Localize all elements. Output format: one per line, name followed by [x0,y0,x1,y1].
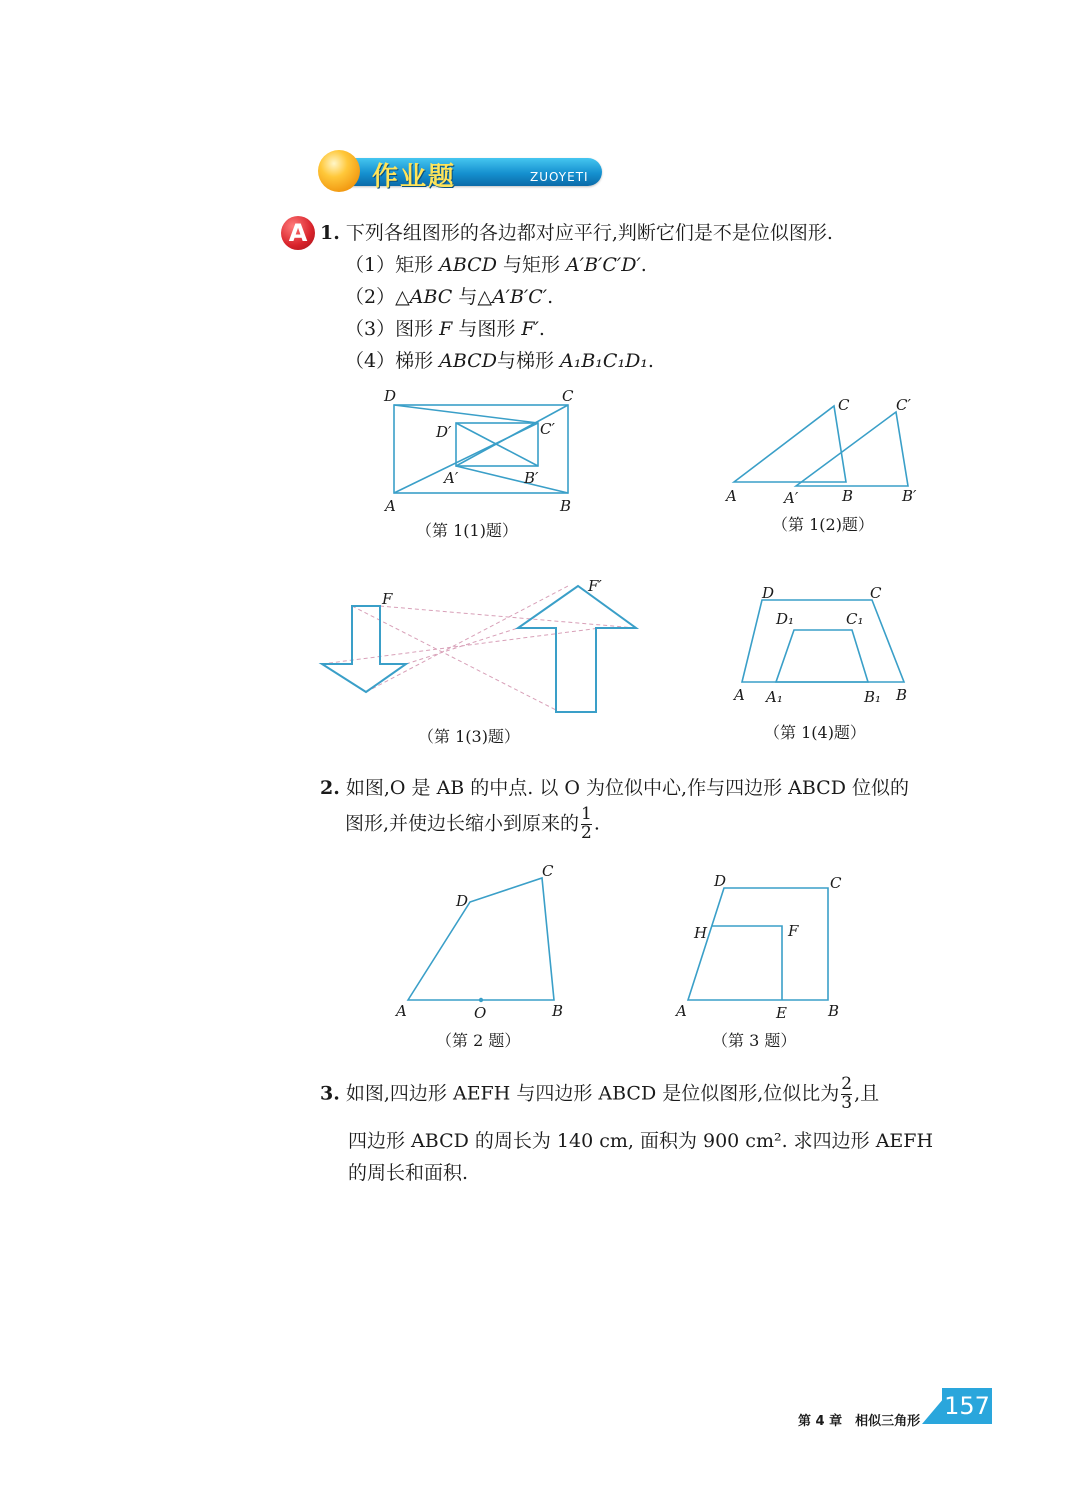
problem-1-text: 下列各组图形的各边都对应平行,判断它们是不是位似图形. [345,222,833,244]
fraction-denominator: 3 [841,1092,853,1113]
label-C: C [830,874,842,892]
banner-title: 作业题 [372,162,457,192]
label-C: C [870,584,882,602]
label-F: F [788,922,799,940]
problem-1-number: 1. [320,222,340,244]
fraction-numerator: 1 [581,804,592,824]
problem-3-number: 3. [320,1082,340,1105]
figure-3 [670,870,855,1025]
fraction-two-thirds [841,1076,852,1113]
figure-1-1 [380,385,580,515]
problem-1-item-4 [345,346,654,373]
problem-1-item-2 [345,282,553,309]
item-label: （4） [345,350,396,372]
fraction-one-half [581,806,592,843]
item-text: 与△ [452,286,492,308]
label-D-prime: D′ [436,423,452,441]
label-B1: B₁ [864,688,882,706]
label-H: H [694,924,708,942]
item-math: ABCD [439,350,497,372]
label-C1: C₁ [846,610,864,628]
item-text: 与梯形 [496,350,560,372]
figure-1-3 [318,578,648,720]
label-O: O [474,1004,487,1022]
label-C: C [542,862,554,880]
label-A: A [396,1002,407,1020]
problem-3-text-1b: ,且 [854,1082,880,1105]
item-label: （2） [345,286,396,308]
label-A-prime: A′ [784,489,799,507]
label-B: B [896,686,908,704]
page-tab-triangle-icon [922,1398,944,1424]
label-A: A [726,487,737,505]
fraction-denominator: 2 [581,822,592,843]
item-text: 与图形 [452,318,522,340]
point-o [479,998,483,1002]
problem-2-text-2: 图形,并使边长缩小到原来的 [345,812,580,835]
figure-1-4 [730,580,915,710]
label-B: B [842,487,854,505]
problem-1-item-1 [345,250,647,277]
fraction-numerator: 2 [841,1074,853,1094]
problem-3-text-1: 如图,四边形 AEFH 与四边形 ABCD 是位似图形,位似比为 [345,1082,840,1105]
label-E: E [776,1004,787,1022]
label-A1: A₁ [766,688,783,706]
orange-ball-icon [318,150,360,192]
item-text: 图形 [395,318,440,340]
item-math: A₁B₁C₁D₁ [560,350,648,372]
item-text: . [538,318,545,340]
item-text: 梯形 [395,350,440,372]
item-text: 与矩形 [496,254,567,276]
label-D: D [456,892,469,910]
label-B: B [828,1002,840,1020]
item-text: 矩形 [395,254,440,276]
problem-2-text-1: 如图,O 是 AB 的中点. 以 O 为位似中心,作与四边形 ABCD 位似的 [345,777,909,799]
item-math: F′ [521,318,539,340]
label-D: D [714,872,727,890]
problem-3-line-1 [320,1076,879,1113]
label-A: A [734,686,745,704]
caption-1-4: （第 1(4)题） [764,723,866,742]
label-C: C [838,396,850,414]
label-B: B [560,497,572,515]
problem-2-line-2 [345,806,600,843]
caption-1-1: （第 1(1)题） [416,521,518,540]
problem-3-line-2: 四边形 ABCD 的周长为 140 cm, 面积为 900 cm². 求四边形 AEFH [348,1130,934,1152]
item-text: △ [395,286,410,308]
chapter-footer: 第 4 章 相似三角形 [798,1414,921,1429]
item-text: . [547,286,554,308]
problem-1-item-3 [345,314,545,341]
label-F: F [382,590,393,608]
label-A: A [676,1002,687,1020]
caption-1-3: （第 1(3)题） [418,727,520,746]
label-A: A [385,497,396,515]
label-C-prime: C′ [540,420,555,438]
item-label: （1） [345,254,396,276]
item-math: F [439,318,453,340]
caption-1-2: （第 1(2)题） [772,515,874,534]
item-text: . [640,254,647,276]
label-D: D [762,584,775,602]
page-number: 157 [942,1388,992,1424]
label-C-prime: C′ [896,396,911,414]
banner-subtitle: ZUOYETI [530,170,589,184]
label-C: C [562,387,574,405]
item-math: ABC [409,286,453,308]
item-label: （3） [345,318,396,340]
problem-1-stem [320,218,833,245]
problem-2-number: 2. [320,777,340,799]
label-B: B [552,1002,564,1020]
figure-2 [388,860,578,1025]
label-B-prime: B′ [902,487,917,505]
label-D: D [384,387,397,405]
level-a-badge: A [281,216,315,250]
label-F-prime: F′ [588,578,602,595]
figure-1-2 [718,392,923,510]
item-math: A′B′C′ [491,286,548,308]
problem-2-line-1 [320,773,909,800]
caption-2: （第 2 题） [436,1031,521,1050]
problem-2-period: . [593,812,600,835]
label-B-prime: B′ [524,469,539,487]
problem-3-line-3: 的周长和面积. [348,1162,469,1184]
item-text: . [647,350,654,372]
caption-3: （第 3 题） [712,1031,797,1050]
item-math: A′B′C′D′ [566,254,641,276]
section-banner [318,148,608,194]
item-math: ABCD [439,254,497,276]
label-A-prime: A′ [444,469,459,487]
label-D1: D₁ [776,610,795,628]
